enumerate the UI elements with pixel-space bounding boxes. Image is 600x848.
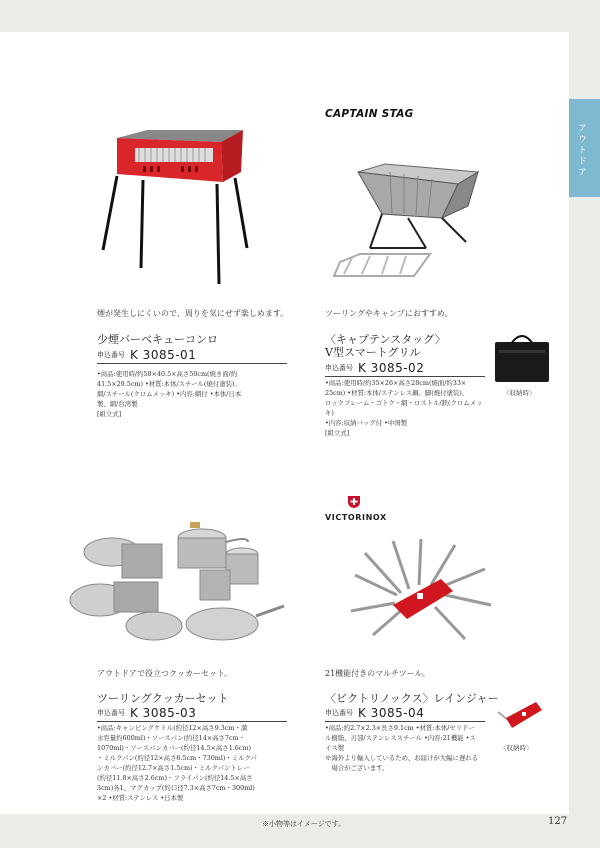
footer-note: ※小物等はイメージです。 bbox=[262, 820, 346, 828]
spec-line: 3cm)各1、マグカップ(約口径7.3×高さ7cm・300ml) bbox=[97, 784, 255, 792]
spec-line: [組立式] bbox=[325, 429, 350, 437]
spec-line: ロックフレーム・ゴトク・網・ロストル/鉄(クロムメッキ) bbox=[325, 399, 483, 417]
product-03-tagline: アウトドアで役立つクッカーセット。 bbox=[97, 669, 233, 678]
order-number-label: 申込番号 bbox=[97, 709, 125, 717]
product-02-tagline: ツーリングやキャンプにおすすめ。 bbox=[325, 309, 453, 318]
order-number-label: 申込番号 bbox=[325, 364, 353, 372]
product-02-storage-caption: 〈収納時〉 bbox=[503, 389, 536, 397]
section-tab-label: アウトドア bbox=[576, 123, 586, 178]
closed-multitool-image bbox=[492, 692, 546, 742]
page-number: 127 bbox=[548, 816, 568, 827]
spec-line: ル樹脂、刃部/ステンレススチール •内容:21機能 •ス bbox=[325, 734, 476, 742]
spec-line: 水容量約600ml)・ソースパン(約径14×高さ7cm・ bbox=[97, 734, 246, 742]
spec-line: 網/スチール(クロムメッキ) •内容:網付 •本体/日本 bbox=[97, 390, 242, 398]
storage-bag-image bbox=[493, 330, 551, 384]
product-03-title: ツーリングクッカーセット bbox=[97, 692, 229, 705]
product-03-specs bbox=[97, 723, 262, 803]
spec-line: 25cm) •材質:本体/ステンレス鋼、脚(焼付塗装)、 bbox=[325, 389, 469, 397]
product-01-title: 少煙バーベキューコンロ bbox=[97, 333, 218, 346]
spec-line: ×2 •材質:ステンレス •日本製 bbox=[97, 794, 184, 802]
cooker-set-image bbox=[62, 512, 287, 658]
product-02-specs bbox=[325, 378, 490, 438]
product-04-order-row bbox=[325, 705, 485, 722]
spec-line: イス製 bbox=[325, 744, 345, 752]
spec-line: ンカバー(約径12.7×高さ1.5cm)・ミルクパントレー bbox=[97, 764, 250, 772]
spec-line: 1070ml)・ソースパンカバー(約径14.5×高さ1.6cm) bbox=[97, 744, 251, 752]
product-01-tagline: 煙が発生しにくいので、周りを気にせず楽しめます。 bbox=[97, 309, 289, 318]
product-03-order-row bbox=[97, 705, 287, 722]
spec-line: •商品:使用時/約35×26×高さ28cm(焼面/約33× bbox=[325, 379, 467, 387]
section-tab-outdoor[interactable] bbox=[569, 99, 600, 197]
product-04-title: 〈ビクトリノックス〉レインジャー bbox=[325, 692, 499, 705]
victorinox-shield-icon bbox=[347, 495, 361, 509]
product-02-title-line1: 〈キャプテンスタッグ〉 bbox=[325, 333, 446, 346]
bbq-grill-image bbox=[95, 118, 265, 290]
spec-line: 場合がございます。 bbox=[325, 764, 389, 772]
spec-line: 41.5×29.5cm) •材質:本体/スチール(焼付塗装)、 bbox=[97, 380, 241, 388]
product-04-tagline: 21機能付きのマルチツール。 bbox=[325, 669, 430, 678]
product-02-order-row bbox=[325, 360, 485, 377]
spec-line: [組立式] bbox=[97, 410, 122, 418]
spec-line: (約径11.8×高さ2.6cm)・フライパン(約径14.5×高さ bbox=[97, 774, 253, 782]
spec-line: •商品:使用時/約58×40.5×高さ50cm(焼き面/約 bbox=[97, 370, 238, 378]
spec-line: •商品:約2.7×2.3×長さ9.1cm •材質:本体/セリドー bbox=[325, 724, 475, 732]
brand-logo-captain-stag: CAPTAIN STAG bbox=[325, 108, 414, 120]
product-04-code: K 3085-04 bbox=[358, 706, 425, 720]
order-number-label: 申込番号 bbox=[97, 351, 125, 359]
spec-line: •商品:キャンピングケトル(約径12×高さ9.3cm・満 bbox=[97, 724, 248, 732]
product-02-code: K 3085-02 bbox=[358, 361, 425, 375]
product-04-closed-caption: 〈収納時〉 bbox=[500, 744, 533, 752]
product-01-order-row bbox=[97, 347, 287, 364]
product-02-title-line2: V型スマートグリル bbox=[325, 346, 421, 359]
product-01-code: K 3085-01 bbox=[130, 348, 197, 362]
order-number-label: 申込番号 bbox=[325, 709, 353, 717]
product-01-specs bbox=[97, 369, 262, 419]
multitool-image bbox=[345, 535, 495, 645]
product-03-code: K 3085-03 bbox=[130, 706, 197, 720]
spec-line: ・ミルクパン(約径12×高さ6.5cm・730ml)・ミルクパ bbox=[97, 754, 257, 762]
spec-line: ※海外より輸入しているため、お届けが大幅に遅れる bbox=[325, 754, 479, 762]
spec-line: •内容:収納バッグ付 •中国製 bbox=[325, 419, 408, 427]
v-grill-image bbox=[330, 150, 480, 280]
product-04-specs bbox=[325, 723, 490, 773]
spec-line: 製、網/台湾製 bbox=[97, 400, 138, 408]
brand-logo-victorinox: VICTORINOX bbox=[325, 513, 387, 522]
